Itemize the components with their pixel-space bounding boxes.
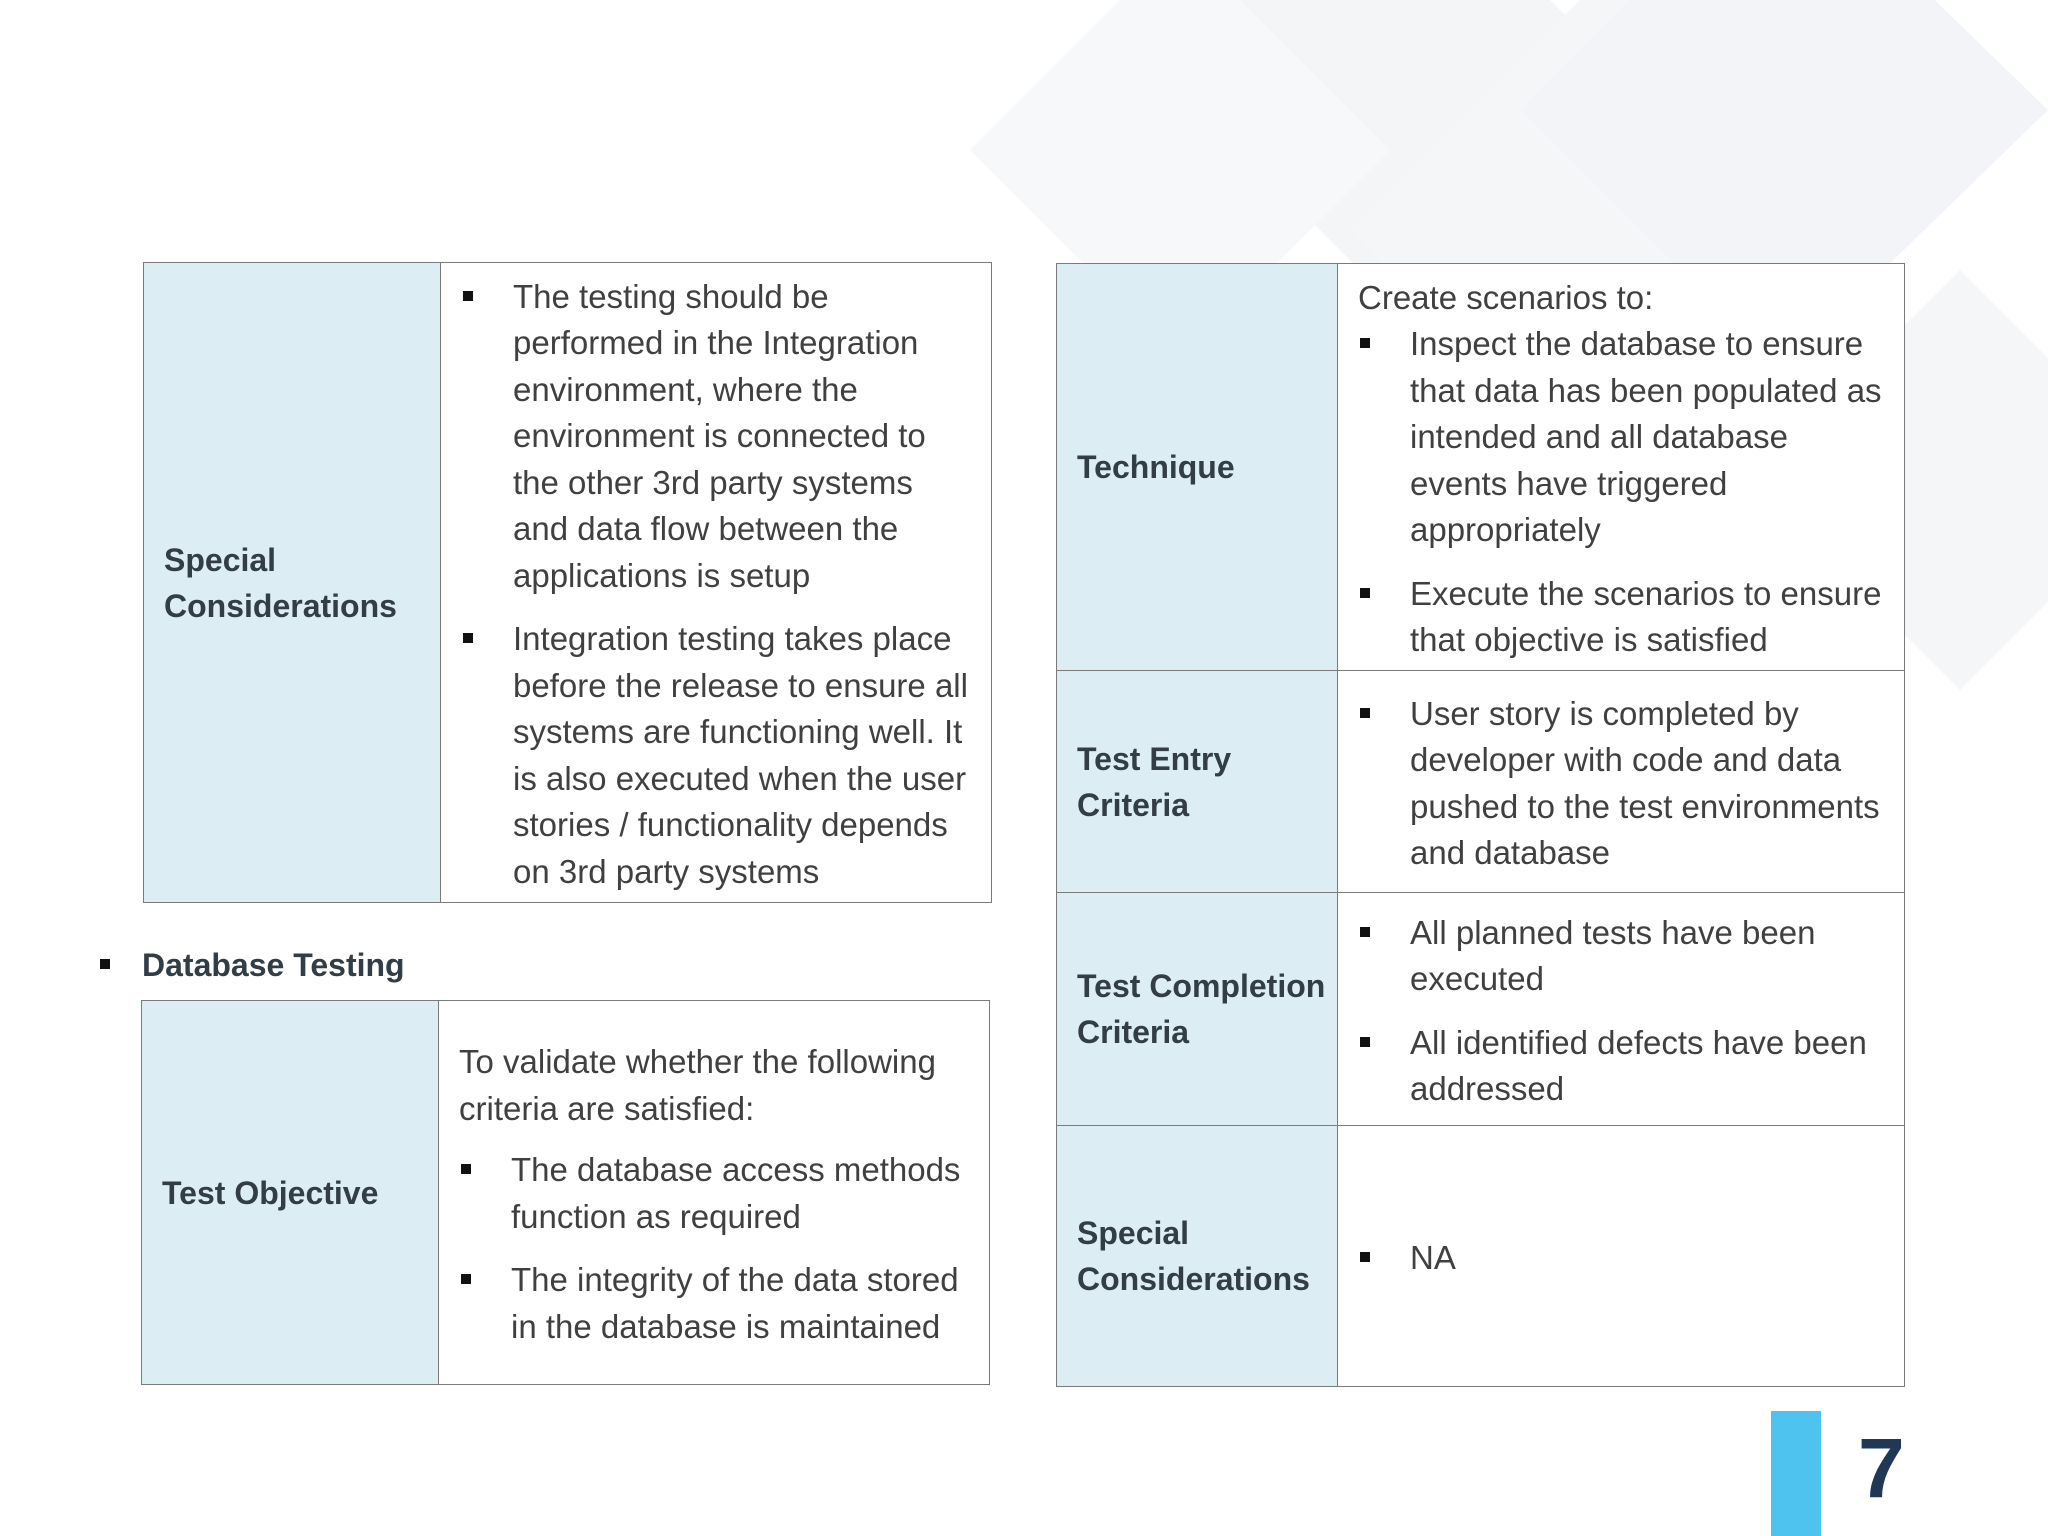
list-item-text: The database access methods function as required bbox=[511, 1151, 961, 1235]
table-row bbox=[1057, 893, 1905, 1126]
list-item-text: NA bbox=[1410, 1238, 1456, 1276]
test-completion-criteria-list bbox=[1358, 910, 1884, 1113]
section-heading bbox=[142, 942, 405, 988]
technique-label: Technique bbox=[1057, 264, 1338, 671]
list-item bbox=[1358, 691, 1884, 877]
square-bullet-icon bbox=[463, 633, 473, 643]
table-row bbox=[142, 1001, 990, 1385]
special-considerations-content bbox=[441, 263, 992, 903]
square-bullet-icon bbox=[461, 1164, 471, 1174]
list-item bbox=[1358, 321, 1884, 554]
list-item bbox=[1358, 571, 1884, 664]
table-row bbox=[144, 263, 992, 903]
list-item-text: All planned tests have been executed bbox=[1410, 913, 1816, 997]
test-strategy-table bbox=[1056, 263, 1905, 1387]
table-row bbox=[1057, 1126, 1905, 1387]
square-bullet-icon bbox=[1360, 1037, 1370, 1047]
list-item-text: The integrity of the data stored in the database is maintained bbox=[511, 1261, 959, 1345]
page-number-accent-bar bbox=[1771, 1411, 1821, 1536]
list-item bbox=[1358, 1020, 1884, 1113]
technique-intro: Create scenarios to: bbox=[1358, 278, 1654, 316]
square-bullet-icon bbox=[463, 291, 473, 301]
list-item-text: Integration testing takes place before the release to ensure all systems are functioning well. It is also executed when the user stories / functionality depends on 3rd party systems bbox=[513, 620, 968, 890]
list-item bbox=[461, 274, 971, 600]
test-objective-content bbox=[439, 1001, 990, 1385]
list-item-text: Inspect the database to ensure that data has been populated as intended and all database events have triggered appropriately bbox=[1410, 325, 1882, 548]
special-considerations-label: Special Considerations bbox=[144, 263, 441, 903]
special-considerations-content bbox=[1338, 1126, 1905, 1387]
list-item bbox=[459, 1257, 969, 1350]
table-row bbox=[1057, 264, 1905, 671]
table-row bbox=[1057, 671, 1905, 893]
test-objective-table bbox=[141, 1000, 990, 1385]
test-entry-criteria-list bbox=[1358, 691, 1884, 877]
square-bullet-icon bbox=[1360, 1252, 1370, 1262]
special-considerations-list bbox=[1358, 1235, 1884, 1282]
test-entry-criteria-label: Test Entry Criteria bbox=[1057, 671, 1338, 893]
list-item bbox=[461, 616, 971, 895]
test-entry-criteria-content bbox=[1338, 671, 1905, 893]
list-item-text: Execute the scenarios to ensure that objective is satisfied bbox=[1410, 574, 1882, 658]
technique-content bbox=[1338, 264, 1905, 671]
test-objective-label: Test Objective bbox=[142, 1001, 439, 1385]
test-completion-criteria-content bbox=[1338, 893, 1905, 1126]
square-bullet-icon bbox=[461, 1274, 471, 1284]
list-item bbox=[459, 1147, 969, 1240]
square-bullet-icon bbox=[1360, 708, 1370, 718]
page-number: 7 bbox=[1858, 1421, 1905, 1515]
square-bullet-icon bbox=[1360, 338, 1370, 348]
technique-list bbox=[1358, 321, 1884, 664]
test-completion-criteria-label: Test Completion Criteria bbox=[1057, 893, 1338, 1126]
square-bullet-icon bbox=[100, 959, 110, 969]
test-objective-intro: To validate whether the following criteria are satisfied: bbox=[459, 1043, 936, 1127]
list-item-text: The testing should be performed in the Integration environment, where the environment is connected to the other 3rd party systems and data flow between the applications is setup bbox=[513, 277, 926, 594]
square-bullet-icon bbox=[1360, 588, 1370, 598]
list-item bbox=[1358, 1235, 1884, 1282]
list-item bbox=[1358, 910, 1884, 1003]
special-considerations-list bbox=[461, 274, 971, 896]
special-considerations-label: Special Considerations bbox=[1057, 1126, 1338, 1387]
special-considerations-table bbox=[143, 262, 992, 903]
test-objective-list bbox=[459, 1147, 969, 1350]
list-item-text: All identified defects have been addressed bbox=[1410, 1023, 1867, 1107]
section-heading-text: Database Testing bbox=[142, 947, 405, 983]
square-bullet-icon bbox=[1360, 927, 1370, 937]
list-item-text: User story is completed by developer with code and data pushed to the test environments and database bbox=[1410, 694, 1880, 871]
